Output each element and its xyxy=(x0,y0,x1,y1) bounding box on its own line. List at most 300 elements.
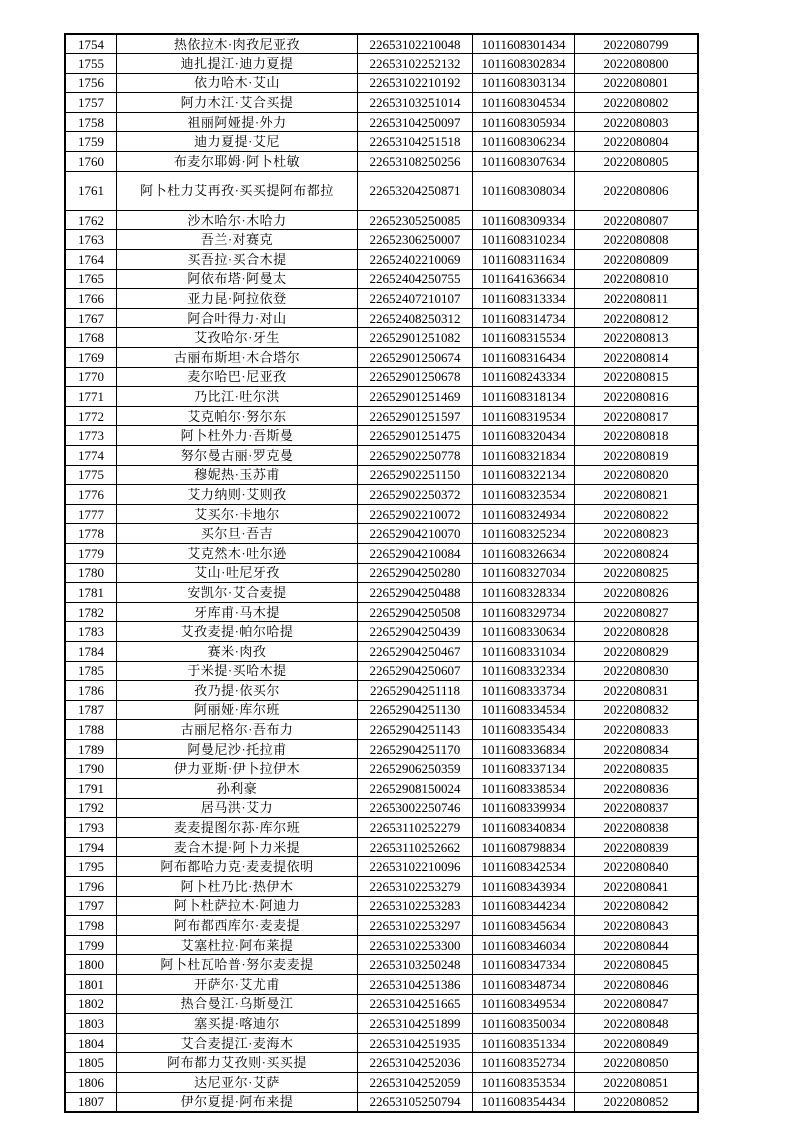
table-row xyxy=(65,54,698,74)
row-number-cell: 1806 xyxy=(65,1072,117,1092)
id-code-cell: 22653104250097 xyxy=(358,112,473,132)
table-row xyxy=(65,504,698,524)
roster-table-body xyxy=(65,34,698,1112)
row-number-cell: 1791 xyxy=(65,779,117,799)
serial-number-cell: 2022080811 xyxy=(575,289,699,309)
table-row xyxy=(65,210,698,230)
table-row xyxy=(65,367,698,387)
table-row xyxy=(65,132,698,152)
name-cell: 麦合木提·阿卜力米提 xyxy=(117,837,358,857)
cert-code-cell: 1011608350034 xyxy=(473,1014,575,1034)
table-row xyxy=(65,230,698,250)
serial-number-cell: 2022080804 xyxy=(575,132,699,152)
id-code-cell: 22653110252662 xyxy=(358,837,473,857)
cert-code-cell: 1011608352734 xyxy=(473,1053,575,1073)
serial-number-cell: 2022080814 xyxy=(575,348,699,368)
row-number-cell: 1798 xyxy=(65,916,117,936)
name-cell: 热依拉木·肉孜尼亚孜 xyxy=(117,34,358,54)
cert-code-cell: 1011608334534 xyxy=(473,700,575,720)
name-cell: 穆妮热·玉苏甫 xyxy=(117,465,358,485)
serial-number-cell: 2022080852 xyxy=(575,1092,699,1112)
row-number-cell: 1782 xyxy=(65,602,117,622)
table-row xyxy=(65,720,698,740)
serial-number-cell: 2022080816 xyxy=(575,387,699,407)
table-row xyxy=(65,641,698,661)
row-number-cell: 1759 xyxy=(65,132,117,152)
cert-code-cell: 1011608326634 xyxy=(473,543,575,563)
table-row xyxy=(65,563,698,583)
serial-number-cell: 2022080812 xyxy=(575,308,699,328)
table-row xyxy=(65,739,698,759)
cert-code-cell: 1011608336834 xyxy=(473,739,575,759)
table-row xyxy=(65,152,698,172)
serial-number-cell: 2022080843 xyxy=(575,916,699,936)
id-code-cell: 22653103251014 xyxy=(358,93,473,113)
id-code-cell: 22652904250280 xyxy=(358,563,473,583)
id-code-cell: 22652904251170 xyxy=(358,739,473,759)
id-code-cell: 22652904251118 xyxy=(358,681,473,701)
serial-number-cell: 2022080799 xyxy=(575,34,699,54)
name-cell: 阿卜杜萨拉木·阿迪力 xyxy=(117,896,358,916)
table-row xyxy=(65,112,698,132)
row-number-cell: 1772 xyxy=(65,406,117,426)
id-code-cell: 22652908150024 xyxy=(358,779,473,799)
cert-code-cell: 1011608344234 xyxy=(473,896,575,916)
name-cell: 阿布都哈力克·麦麦提依明 xyxy=(117,857,358,877)
serial-number-cell: 2022080823 xyxy=(575,524,699,544)
name-cell: 阿卜杜乃比·热伊木 xyxy=(117,877,358,897)
row-number-cell: 1790 xyxy=(65,759,117,779)
table-row xyxy=(65,73,698,93)
id-code-cell: 22653104251518 xyxy=(358,132,473,152)
id-code-cell: 22652904210084 xyxy=(358,543,473,563)
table-row xyxy=(65,661,698,681)
name-cell: 迪扎提江·迪力夏提 xyxy=(117,54,358,74)
serial-number-cell: 2022080821 xyxy=(575,485,699,505)
name-cell: 阿依布塔·阿曼太 xyxy=(117,269,358,289)
name-cell: 祖丽阿娅提·外力 xyxy=(117,112,358,132)
cert-code-cell: 1011608310234 xyxy=(473,230,575,250)
cert-code-cell: 1011608353534 xyxy=(473,1072,575,1092)
serial-number-cell: 2022080833 xyxy=(575,720,699,740)
cert-code-cell: 1011608337134 xyxy=(473,759,575,779)
id-code-cell: 22653002250746 xyxy=(358,798,473,818)
name-cell: 古丽尼格尔·吾布力 xyxy=(117,720,358,740)
name-cell: 艾塞杜拉·阿布莱提 xyxy=(117,935,358,955)
row-number-cell: 1778 xyxy=(65,524,117,544)
row-number-cell: 1776 xyxy=(65,485,117,505)
cert-code-cell: 1011608318134 xyxy=(473,387,575,407)
cert-code-cell: 1011608347334 xyxy=(473,955,575,975)
cert-code-cell: 1011608302834 xyxy=(473,54,575,74)
serial-number-cell: 2022080849 xyxy=(575,1033,699,1053)
name-cell: 热合曼江·乌斯曼江 xyxy=(117,994,358,1014)
table-row xyxy=(65,406,698,426)
name-cell: 布麦尔耶姆·阿卜杜敏 xyxy=(117,152,358,172)
row-number-cell: 1762 xyxy=(65,210,117,230)
table-row xyxy=(65,700,698,720)
table-row xyxy=(65,681,698,701)
name-cell: 麦尔哈巴·尼亚孜 xyxy=(117,367,358,387)
name-cell: 艾力纳则·艾则孜 xyxy=(117,485,358,505)
serial-number-cell: 2022080834 xyxy=(575,739,699,759)
name-cell: 塞买提·喀迪尔 xyxy=(117,1014,358,1034)
id-code-cell: 22652404250755 xyxy=(358,269,473,289)
id-code-cell: 22653102210048 xyxy=(358,34,473,54)
cert-code-cell: 1011608340834 xyxy=(473,818,575,838)
serial-number-cell: 2022080801 xyxy=(575,73,699,93)
name-cell: 买吾拉·买合木提 xyxy=(117,250,358,270)
cert-code-cell: 1011608243334 xyxy=(473,367,575,387)
table-row xyxy=(65,896,698,916)
table-row xyxy=(65,975,698,995)
row-number-cell: 1802 xyxy=(65,994,117,1014)
table-row xyxy=(65,328,698,348)
serial-number-cell: 2022080841 xyxy=(575,877,699,897)
name-cell: 艾孜哈尔·牙生 xyxy=(117,328,358,348)
name-cell: 阿合叶得力·对山 xyxy=(117,308,358,328)
row-number-cell: 1801 xyxy=(65,975,117,995)
serial-number-cell: 2022080819 xyxy=(575,445,699,465)
table-row xyxy=(65,916,698,936)
id-code-cell: 22652901251469 xyxy=(358,387,473,407)
cert-code-cell: 1011608320434 xyxy=(473,426,575,446)
id-code-cell: 22652901250678 xyxy=(358,367,473,387)
id-code-cell: 22652305250085 xyxy=(358,210,473,230)
id-code-cell: 22652902210072 xyxy=(358,504,473,524)
name-cell: 沙木哈尔·木哈力 xyxy=(117,210,358,230)
name-cell: 艾克然木·吐尔逊 xyxy=(117,543,358,563)
id-code-cell: 22653104251935 xyxy=(358,1033,473,1053)
table-row xyxy=(65,1092,698,1112)
table-row xyxy=(65,465,698,485)
row-number-cell: 1779 xyxy=(65,543,117,563)
cert-code-cell: 1011608338534 xyxy=(473,779,575,799)
id-code-cell: 22653104252059 xyxy=(358,1072,473,1092)
row-number-cell: 1765 xyxy=(65,269,117,289)
cert-code-cell: 1011608330634 xyxy=(473,622,575,642)
id-code-cell: 22652904251143 xyxy=(358,720,473,740)
row-number-cell: 1792 xyxy=(65,798,117,818)
name-cell: 亚力昆·阿拉依登 xyxy=(117,289,358,309)
id-code-cell: 22653103250248 xyxy=(358,955,473,975)
row-number-cell: 1766 xyxy=(65,289,117,309)
table-row xyxy=(65,779,698,799)
cert-code-cell: 1011608351334 xyxy=(473,1033,575,1053)
table-row xyxy=(65,171,698,210)
row-number-cell: 1770 xyxy=(65,367,117,387)
table-row xyxy=(65,837,698,857)
name-cell: 阿卜杜瓦哈普·努尔麦麦提 xyxy=(117,955,358,975)
name-cell: 古丽布斯坦·木合塔尔 xyxy=(117,348,358,368)
row-number-cell: 1757 xyxy=(65,93,117,113)
serial-number-cell: 2022080848 xyxy=(575,1014,699,1034)
cert-code-cell: 1011608346034 xyxy=(473,935,575,955)
row-number-cell: 1805 xyxy=(65,1053,117,1073)
cert-code-cell: 1011608342534 xyxy=(473,857,575,877)
cert-code-cell: 1011641636634 xyxy=(473,269,575,289)
serial-number-cell: 2022080805 xyxy=(575,152,699,172)
table-row xyxy=(65,994,698,1014)
id-code-cell: 22652904250439 xyxy=(358,622,473,642)
name-cell: 努尔曼古丽·罗克曼 xyxy=(117,445,358,465)
serial-number-cell: 2022080829 xyxy=(575,641,699,661)
cert-code-cell: 1011608345634 xyxy=(473,916,575,936)
row-number-cell: 1771 xyxy=(65,387,117,407)
row-number-cell: 1773 xyxy=(65,426,117,446)
row-number-cell: 1804 xyxy=(65,1033,117,1053)
table-row xyxy=(65,955,698,975)
name-cell: 阿卜杜力艾再孜·买买提阿布都拉 xyxy=(117,171,358,210)
row-number-cell: 1807 xyxy=(65,1092,117,1112)
serial-number-cell: 2022080815 xyxy=(575,367,699,387)
row-number-cell: 1789 xyxy=(65,739,117,759)
cert-code-cell: 1011608303134 xyxy=(473,73,575,93)
serial-number-cell: 2022080846 xyxy=(575,975,699,995)
row-number-cell: 1774 xyxy=(65,445,117,465)
row-number-cell: 1800 xyxy=(65,955,117,975)
cert-code-cell: 1011608325234 xyxy=(473,524,575,544)
serial-number-cell: 2022080845 xyxy=(575,955,699,975)
row-number-cell: 1763 xyxy=(65,230,117,250)
id-code-cell: 22652904250488 xyxy=(358,583,473,603)
cert-code-cell: 1011608348734 xyxy=(473,975,575,995)
serial-number-cell: 2022080809 xyxy=(575,250,699,270)
id-code-cell: 22653102253297 xyxy=(358,916,473,936)
cert-code-cell: 1011608332334 xyxy=(473,661,575,681)
serial-number-cell: 2022080817 xyxy=(575,406,699,426)
id-code-cell: 22653102253279 xyxy=(358,877,473,897)
cert-code-cell: 1011608307634 xyxy=(473,152,575,172)
cert-code-cell: 1011608329734 xyxy=(473,602,575,622)
cert-code-cell: 1011608301434 xyxy=(473,34,575,54)
row-number-cell: 1788 xyxy=(65,720,117,740)
row-number-cell: 1756 xyxy=(65,73,117,93)
cert-code-cell: 1011608322134 xyxy=(473,465,575,485)
name-cell: 于米提·买哈木提 xyxy=(117,661,358,681)
cert-code-cell: 1011608316434 xyxy=(473,348,575,368)
cert-code-cell: 1011608315534 xyxy=(473,328,575,348)
name-cell: 阿曼尼沙·托拉甫 xyxy=(117,739,358,759)
id-code-cell: 22653102253283 xyxy=(358,896,473,916)
serial-number-cell: 2022080844 xyxy=(575,935,699,955)
cert-code-cell: 1011608319534 xyxy=(473,406,575,426)
id-code-cell: 22652904250508 xyxy=(358,602,473,622)
name-cell: 伊尔夏提·阿布来提 xyxy=(117,1092,358,1112)
name-cell: 阿卜杜外力·吾斯曼 xyxy=(117,426,358,446)
serial-number-cell: 2022080851 xyxy=(575,1072,699,1092)
row-number-cell: 1754 xyxy=(65,34,117,54)
serial-number-cell: 2022080818 xyxy=(575,426,699,446)
row-number-cell: 1783 xyxy=(65,622,117,642)
serial-number-cell: 2022080832 xyxy=(575,700,699,720)
serial-number-cell: 2022080802 xyxy=(575,93,699,113)
table-row xyxy=(65,622,698,642)
serial-number-cell: 2022080808 xyxy=(575,230,699,250)
id-code-cell: 22652407210107 xyxy=(358,289,473,309)
name-cell: 孙利豪 xyxy=(117,779,358,799)
name-cell: 艾合麦提江·麦海木 xyxy=(117,1033,358,1053)
row-number-cell: 1799 xyxy=(65,935,117,955)
table-row xyxy=(65,583,698,603)
table-row xyxy=(65,759,698,779)
serial-number-cell: 2022080840 xyxy=(575,857,699,877)
row-number-cell: 1785 xyxy=(65,661,117,681)
serial-number-cell: 2022080806 xyxy=(575,171,699,210)
name-cell: 买尔旦·吾吉 xyxy=(117,524,358,544)
table-row xyxy=(65,348,698,368)
table-row xyxy=(65,250,698,270)
roster-table xyxy=(64,33,699,1113)
serial-number-cell: 2022080839 xyxy=(575,837,699,857)
table-row xyxy=(65,445,698,465)
row-number-cell: 1795 xyxy=(65,857,117,877)
serial-number-cell: 2022080828 xyxy=(575,622,699,642)
id-code-cell: 22653102252132 xyxy=(358,54,473,74)
name-cell: 依力哈木·艾山 xyxy=(117,73,358,93)
name-cell: 艾山·吐尼牙孜 xyxy=(117,563,358,583)
name-cell: 居马洪·艾力 xyxy=(117,798,358,818)
id-code-cell: 22652306250007 xyxy=(358,230,473,250)
cert-code-cell: 1011608349534 xyxy=(473,994,575,1014)
table-row xyxy=(65,289,698,309)
table-row xyxy=(65,602,698,622)
cert-code-cell: 1011608331034 xyxy=(473,641,575,661)
serial-number-cell: 2022080836 xyxy=(575,779,699,799)
serial-number-cell: 2022080850 xyxy=(575,1053,699,1073)
id-code-cell: 22653104252036 xyxy=(358,1053,473,1073)
serial-number-cell: 2022080838 xyxy=(575,818,699,838)
serial-number-cell: 2022080803 xyxy=(575,112,699,132)
name-cell: 艾孜麦提·帕尔哈提 xyxy=(117,622,358,642)
row-number-cell: 1764 xyxy=(65,250,117,270)
table-row xyxy=(65,877,698,897)
serial-number-cell: 2022080826 xyxy=(575,583,699,603)
name-cell: 艾买尔·卡地尔 xyxy=(117,504,358,524)
name-cell: 麦麦提图尔荪·库尔班 xyxy=(117,818,358,838)
cert-code-cell: 1011608327034 xyxy=(473,563,575,583)
serial-number-cell: 2022080825 xyxy=(575,563,699,583)
id-code-cell: 22653108250256 xyxy=(358,152,473,172)
cert-code-cell: 1011608335434 xyxy=(473,720,575,740)
id-code-cell: 22653102210192 xyxy=(358,73,473,93)
serial-number-cell: 2022080830 xyxy=(575,661,699,681)
table-row xyxy=(65,818,698,838)
table-row xyxy=(65,1053,698,1073)
cert-code-cell: 1011608306234 xyxy=(473,132,575,152)
serial-number-cell: 2022080837 xyxy=(575,798,699,818)
id-code-cell: 22653204250871 xyxy=(358,171,473,210)
table-row xyxy=(65,387,698,407)
id-code-cell: 22652904210070 xyxy=(358,524,473,544)
id-code-cell: 22652901250674 xyxy=(358,348,473,368)
cert-code-cell: 1011608304534 xyxy=(473,93,575,113)
table-row xyxy=(65,269,698,289)
id-code-cell: 22652902250778 xyxy=(358,445,473,465)
cert-code-cell: 1011608324934 xyxy=(473,504,575,524)
name-cell: 开萨尔·艾尤甫 xyxy=(117,975,358,995)
row-number-cell: 1794 xyxy=(65,837,117,857)
name-cell: 迪力夏提·艾尼 xyxy=(117,132,358,152)
table-row xyxy=(65,1033,698,1053)
id-code-cell: 22652901251082 xyxy=(358,328,473,348)
id-code-cell: 22653104251386 xyxy=(358,975,473,995)
id-code-cell: 22652904250467 xyxy=(358,641,473,661)
name-cell: 吾兰·对赛克 xyxy=(117,230,358,250)
name-cell: 伊力亚斯·伊卜拉伊木 xyxy=(117,759,358,779)
row-number-cell: 1781 xyxy=(65,583,117,603)
serial-number-cell: 2022080820 xyxy=(575,465,699,485)
row-number-cell: 1768 xyxy=(65,328,117,348)
cert-code-cell: 1011608333734 xyxy=(473,681,575,701)
id-code-cell: 22653110252279 xyxy=(358,818,473,838)
serial-number-cell: 2022080807 xyxy=(575,210,699,230)
id-code-cell: 22652901251475 xyxy=(358,426,473,446)
id-code-cell: 22652904251130 xyxy=(358,700,473,720)
table-row xyxy=(65,93,698,113)
table-row xyxy=(65,1014,698,1034)
cert-code-cell: 1011608305934 xyxy=(473,112,575,132)
row-number-cell: 1793 xyxy=(65,818,117,838)
id-code-cell: 22652902251150 xyxy=(358,465,473,485)
name-cell: 达尼亚尔·艾萨 xyxy=(117,1072,358,1092)
id-code-cell: 22652902250372 xyxy=(358,485,473,505)
row-number-cell: 1761 xyxy=(65,171,117,210)
table-row xyxy=(65,798,698,818)
cert-code-cell: 1011608309334 xyxy=(473,210,575,230)
cert-code-cell: 1011608339934 xyxy=(473,798,575,818)
serial-number-cell: 2022080847 xyxy=(575,994,699,1014)
table-row xyxy=(65,426,698,446)
id-code-cell: 22652901251597 xyxy=(358,406,473,426)
name-cell: 乃比江·吐尔洪 xyxy=(117,387,358,407)
id-code-cell: 22653105250794 xyxy=(358,1092,473,1112)
row-number-cell: 1780 xyxy=(65,563,117,583)
row-number-cell: 1758 xyxy=(65,112,117,132)
id-code-cell: 22653104251899 xyxy=(358,1014,473,1034)
serial-number-cell: 2022080800 xyxy=(575,54,699,74)
name-cell: 安凯尔·艾合麦提 xyxy=(117,583,358,603)
cert-code-cell: 1011608311634 xyxy=(473,250,575,270)
id-code-cell: 22653102210096 xyxy=(358,857,473,877)
name-cell: 牙库甫·马木提 xyxy=(117,602,358,622)
name-cell: 阿布都西库尔·麦麦提 xyxy=(117,916,358,936)
cert-code-cell: 1011608354434 xyxy=(473,1092,575,1112)
cert-code-cell: 1011608798834 xyxy=(473,837,575,857)
table-row xyxy=(65,34,698,54)
serial-number-cell: 2022080842 xyxy=(575,896,699,916)
row-number-cell: 1803 xyxy=(65,1014,117,1034)
name-cell: 阿丽娅·库尔班 xyxy=(117,700,358,720)
row-number-cell: 1784 xyxy=(65,641,117,661)
id-code-cell: 22653102253300 xyxy=(358,935,473,955)
id-code-cell: 22653104251665 xyxy=(358,994,473,1014)
cert-code-cell: 1011608323534 xyxy=(473,485,575,505)
id-code-cell: 22652402210069 xyxy=(358,250,473,270)
name-cell: 阿布都力艾孜则·买买提 xyxy=(117,1053,358,1073)
name-cell: 阿力木江·艾合买提 xyxy=(117,93,358,113)
row-number-cell: 1769 xyxy=(65,348,117,368)
table-row xyxy=(65,485,698,505)
cert-code-cell: 1011608314734 xyxy=(473,308,575,328)
row-number-cell: 1796 xyxy=(65,877,117,897)
row-number-cell: 1797 xyxy=(65,896,117,916)
cert-code-cell: 1011608343934 xyxy=(473,877,575,897)
row-number-cell: 1775 xyxy=(65,465,117,485)
serial-number-cell: 2022080827 xyxy=(575,602,699,622)
table-row xyxy=(65,308,698,328)
cert-code-cell: 1011608321834 xyxy=(473,445,575,465)
